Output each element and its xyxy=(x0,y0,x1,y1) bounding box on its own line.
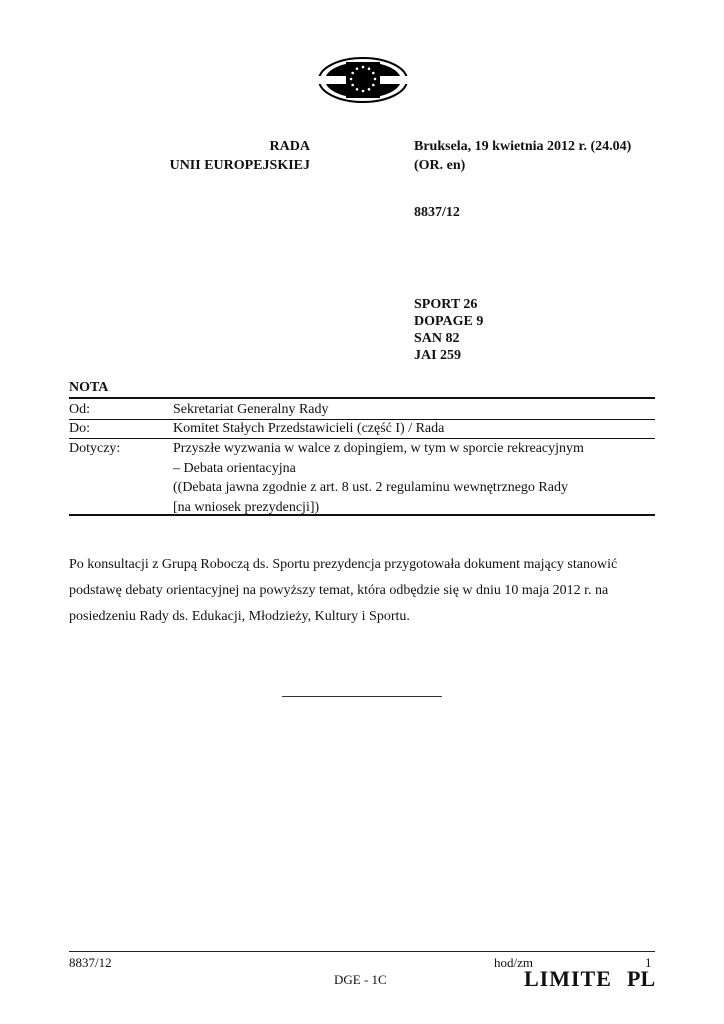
council-name-line: RADA xyxy=(269,139,310,154)
footer-dge: DGE - 1C xyxy=(334,972,387,987)
body-paragraph: Po konsultacji z Grupą Roboczą ds. Sportu prezydencja przygotowała dokument mający stanowić podstawę debaty orientacyjnej na powyższy temat, która odbędzie się w dniu 10 maja 2012 r. na posiedzeniu Rady ds. Edukacji, Młodzieży, Kultury i Sportu. xyxy=(69,557,618,624)
divider xyxy=(69,514,655,516)
date-line: Bruksela, 19 kwietnia 2012 r. (24.04) xyxy=(414,139,632,154)
classification-label: LIMITE xyxy=(524,966,612,991)
note-title: NOTA xyxy=(69,380,109,395)
date-place xyxy=(414,137,714,175)
council-name-line: UNII EUROPEJSKIEJ xyxy=(169,158,310,173)
subject-line: Przyszłe wyzwania w walce z dopingiem, w tym w sporcie rekreacyjnym xyxy=(173,441,584,456)
subject-code: DOPAGE 9 xyxy=(414,314,484,329)
eu-council-logo-icon xyxy=(318,56,408,104)
document-reference: 8837/12 xyxy=(414,205,460,220)
subject-code: JAI 259 xyxy=(414,348,462,363)
to-label: Do: xyxy=(69,421,90,436)
subject-value xyxy=(173,439,653,517)
subject-line: [na wniosek prezydencji]) xyxy=(173,499,320,515)
from-value: Sekretariat Generalny Rady xyxy=(173,402,329,417)
footer-doc-ref: 8837/12 xyxy=(69,955,112,970)
original-language: (OR. en) xyxy=(414,158,466,173)
subject-line: – Debata orientacyjna xyxy=(173,460,296,476)
page-number: 1 xyxy=(645,955,652,970)
subject-code: SPORT 26 xyxy=(414,297,478,312)
divider xyxy=(69,397,655,399)
footer-initials: hod/zm xyxy=(494,955,533,970)
to-value: Komitet Stałych Przedstawicieli (część I) / Rada xyxy=(173,421,445,436)
from-label: Od: xyxy=(69,402,90,417)
subject-label: Dotyczy: xyxy=(69,441,121,456)
subject-line: ((Debata jawna zgodnie z art. 8 ust. 2 regulaminu wewnętrznego Rady xyxy=(173,480,568,495)
subject-code: SAN 82 xyxy=(414,331,460,346)
council-name xyxy=(120,137,310,175)
separator-line xyxy=(282,696,442,697)
footer-divider xyxy=(69,951,655,952)
subject-codes xyxy=(414,296,483,364)
language-code: PL xyxy=(627,966,656,991)
